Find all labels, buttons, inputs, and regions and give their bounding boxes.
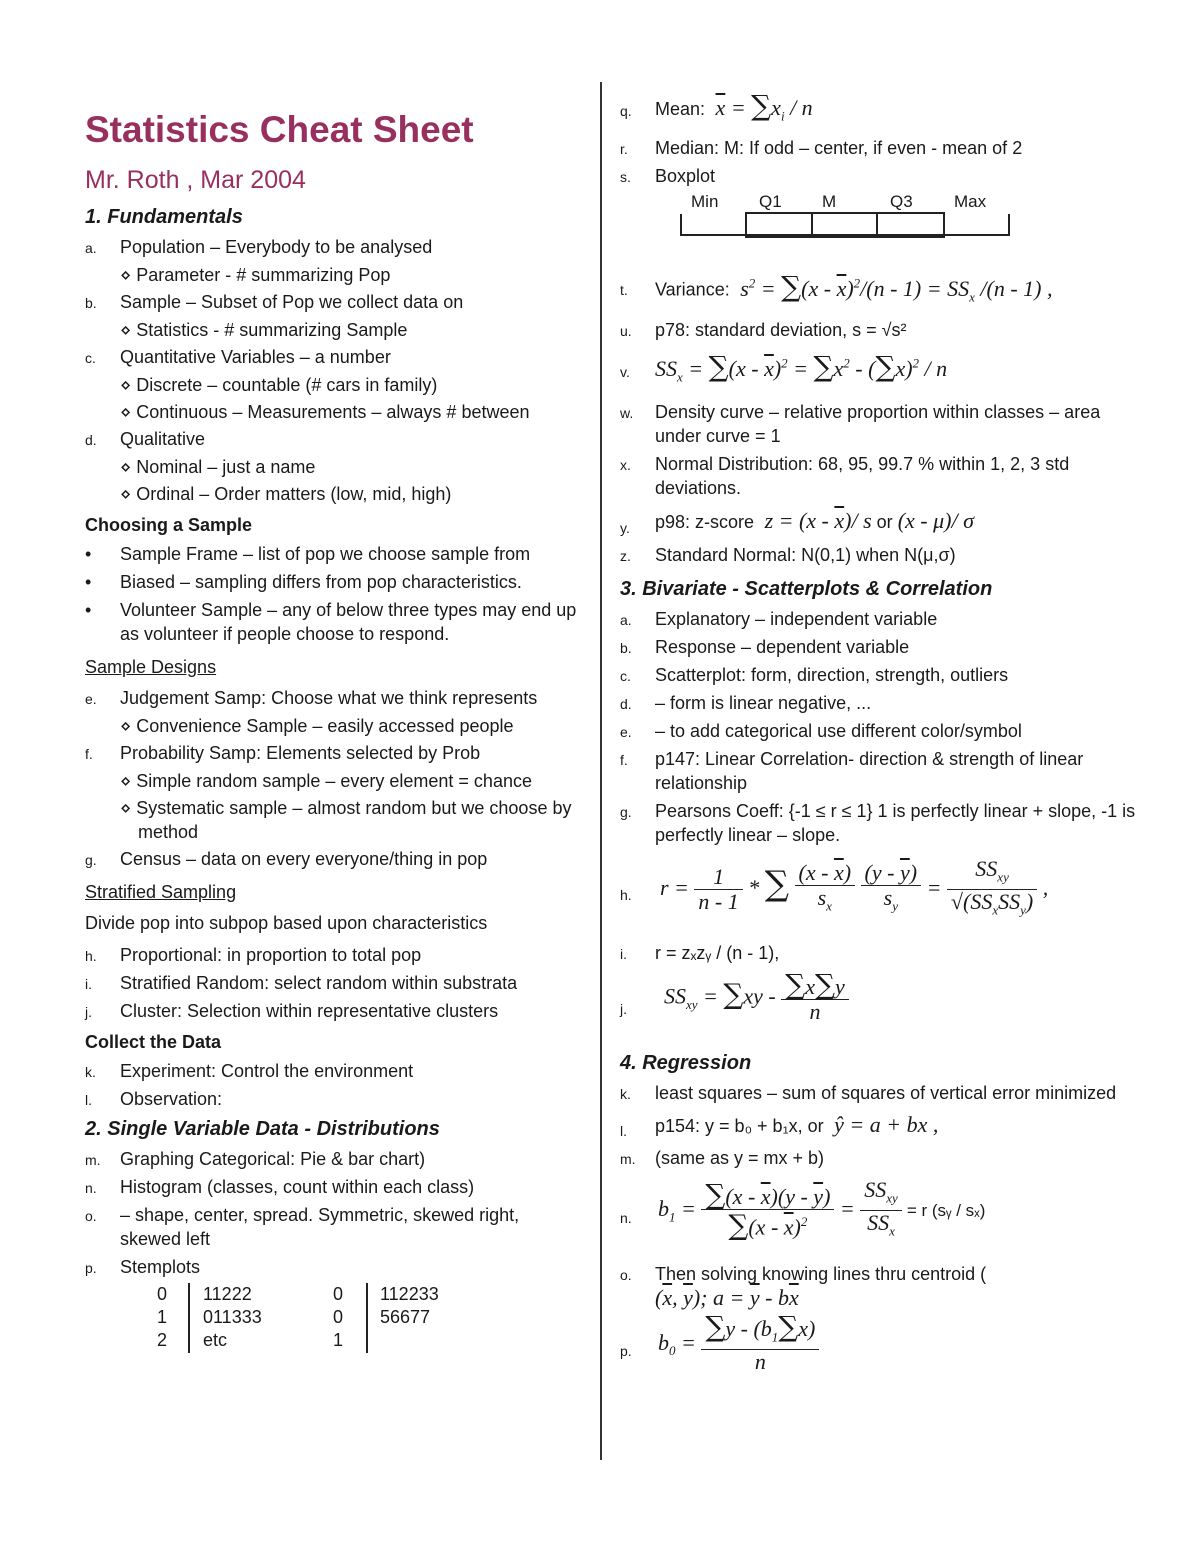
item-text: Proportional: in proportion to total pop (120, 945, 422, 965)
item-text: Graphing Categorical: Pie & bar chart) (120, 1149, 426, 1169)
item-l-regression-line: l. p154: y = b₀ + b₁x, or ŷ = a + bx , (620, 1111, 939, 1139)
item-label: p. (85, 1260, 97, 1276)
bivariate-item (620, 607, 1140, 631)
item-v-ssx: v. $SS_x = \sum(x - \overline{x})^2 = \sum x^2 - (\sum x)^2 / n$ (620, 350, 948, 385)
stem-2a: 0 (333, 1284, 344, 1304)
fundamentals-list (85, 235, 585, 506)
stem-2c: 1 (333, 1330, 344, 1350)
fundamentals-subitem: ⋄ Statistics - # summarizing Sample (120, 320, 408, 340)
section-heading-regression: 4. Regression (620, 1051, 752, 1074)
boxplot-label-min: Min (691, 192, 719, 212)
boxplot-diagram (620, 192, 1140, 236)
item-w-density: w. Density curve – relative proportion within classes – area under curve = 1 (620, 401, 1101, 446)
item-o-centroid: o. Then solving knowing lines thru centroid ( ($\overline{x}$, $\overline{y}$); $a = \overline{y} - b\overline{x}$ (620, 1263, 987, 1310)
single-variable-item (85, 1147, 585, 1171)
designs-subitem: ⋄ Systematic sample – almost random but we choose by method (120, 798, 572, 842)
item-n-slope: n. $b_1$ = $\frac{\sum(x - \overline{x})(y - \overline{y})}{\sum(x - \overline{x})^2}$ = $\frac{SS_{xy}}{SS_x}$ = r (sᵧ / sₓ) (620, 1174, 1140, 1258)
item-label: a. (85, 240, 97, 256)
leaf-1c: etc (203, 1330, 228, 1350)
item-label: f. (85, 746, 93, 762)
fundamentals-subitem: ⋄ Discrete – countable (# cars in family) (120, 375, 438, 395)
fundamentals-subitem: ⋄ Parameter - # summarizing Pop (120, 265, 391, 285)
item-label: d. (620, 695, 632, 712)
bivariate-item (620, 747, 1140, 795)
single-variable-list (85, 1147, 585, 1279)
item-t-variance: t. Variance: $s^2 = \sum(x - \overline{x})^2/(n - 1) = SS_x$ /(n - 1) , (620, 269, 1053, 305)
boxplot-q3-line (876, 212, 878, 236)
slope-formula: $b_1$ = $\frac{\sum(x - \overline{x})(y - \overline{y})}{\sum(x - \overline{x})^2}$ = $\frac{SS_{xy}}{SS_x}$ = r (sᵧ / sₓ) (658, 1176, 986, 1241)
item-label: k. (85, 1064, 96, 1080)
section-heading-collect: Collect the Data (85, 1032, 222, 1052)
yhat-formula: ŷ = a + bx , (828, 1111, 939, 1137)
ssx-formula: $SS_x = \sum(x - \overline{x})^2 = \sum x^2 - (\sum x)^2 / n$ (655, 350, 948, 385)
designs-item (85, 686, 585, 710)
item-label: o. (85, 1208, 97, 1224)
item-text: Scatterplot: form, direction, strength, outliers (655, 664, 1009, 685)
item-text: Observation: (120, 1089, 223, 1109)
fundamentals-subitem: ⋄ Nominal – just a name (120, 457, 316, 477)
stratified-item (85, 999, 585, 1023)
item-text: Judgement Samp: Choose what we think represents (120, 688, 538, 708)
designs-item (85, 741, 585, 765)
item-label: h. (85, 948, 97, 964)
item-label: b. (85, 295, 97, 311)
column-divider (600, 82, 602, 1460)
page-subtitle: Mr. Roth , Mar 2004 (85, 166, 306, 194)
fundamentals-item (85, 235, 585, 259)
item-text: Histogram (classes, count within each class) (120, 1177, 475, 1197)
variance-formula: $s^2 = \sum(x - \overline{x})^2/(n - 1) = SS_x$ /(n - 1) , (734, 269, 1053, 305)
collect-list (85, 1059, 585, 1111)
stratified-item (85, 943, 585, 967)
centroid-formula: ($\overline{x}$, $\overline{y}$); $a = \overline{y} - b\overline{x}$ (655, 1284, 799, 1310)
section-heading-bivariate: 3. Bivariate - Scatterplots & Correlation (620, 577, 993, 600)
stratified-list (85, 943, 585, 1023)
stem-2b: 0 (333, 1307, 344, 1327)
item-z-standard-normal: z. Standard Normal: N(0,1) when N(μ,σ) (620, 544, 956, 565)
stem-1a: 0 (157, 1284, 168, 1304)
single-variable-item (85, 1255, 585, 1279)
item-text: Probability Samp: Elements selected by Prob (120, 743, 481, 763)
section-heading-fundamentals: 1. Fundamentals (85, 206, 243, 228)
leaf-2b: 56677 (380, 1307, 431, 1327)
boxplot-label-m: M (822, 192, 837, 212)
item-label: • (85, 600, 92, 620)
item-label: j. (85, 1004, 92, 1020)
boxplot-label-q3: Q3 (890, 192, 913, 212)
choosing-item (85, 542, 585, 566)
item-text: – shape, center, spread. Symmetric, skewed right, skewed left (120, 1205, 520, 1249)
item-label: l. (85, 1092, 92, 1108)
item-i-r-z: i. r = zₓzᵧ / (n - 1), (620, 942, 780, 963)
item-s-boxplot: s. Boxplot (620, 166, 716, 187)
leaf-2a: 112233 (380, 1284, 439, 1304)
leaf-1a: 11222 (203, 1284, 252, 1304)
section-heading-single-variable: 2. Single Variable Data - Distributions (85, 1118, 440, 1140)
section-heading-choosing: Choosing a Sample (85, 515, 253, 535)
choosing-item (85, 570, 585, 594)
item-text: Sample – Subset of Pop we collect data on (120, 292, 464, 312)
boxplot-min-tick (680, 214, 682, 236)
item-text: p147: Linear Correlation- direction & strength of linear relationship (655, 748, 1084, 793)
item-text: Sample Frame – list of pop we choose sample from (120, 544, 531, 564)
item-label: c. (85, 350, 96, 366)
item-label: e. (85, 691, 97, 707)
left-column (85, 105, 585, 1361)
right-column (620, 88, 1140, 1389)
page-title: Statistics Cheat Sheet (85, 109, 474, 150)
item-label: m. (85, 1152, 101, 1168)
fundamentals-item (85, 290, 585, 314)
item-text: – form is linear negative, ... (655, 692, 872, 713)
boxplot-max-tick (1008, 214, 1010, 236)
item-u-std-dev: u. p78: standard deviation, s = √s² (620, 320, 907, 341)
item-text: Response – dependent variable (655, 636, 910, 657)
designs-subitem: ⋄ Convenience Sample – easily accessed people (120, 716, 514, 736)
item-p-intercept: p. $b_0$ = $\frac{\sum y - (b_1\sum x)}{n}$ (620, 1315, 1140, 1385)
boxplot-label-q1: Q1 (759, 192, 782, 212)
designs-list (85, 686, 585, 871)
item-label: n. (85, 1180, 97, 1196)
boxplot-label-max: Max (954, 192, 987, 212)
item-k-least-squares: k. least squares – sum of squares of vertical error minimized (620, 1082, 1117, 1103)
leaf-1b: 011333 (203, 1307, 262, 1327)
stem-line-2 (366, 1283, 368, 1353)
designs-item (85, 847, 585, 871)
item-text: Census – data on every everyone/thing in pop (120, 849, 488, 869)
bivariate-item (620, 663, 1140, 687)
zscore-mu-formula: (x - μ)/ σ (897, 507, 974, 533)
choosing-list (85, 542, 585, 646)
bivariate-item (620, 799, 1140, 847)
section-heading-stratified: Stratified Sampling (85, 882, 237, 902)
boxplot-median-line (811, 212, 813, 236)
bivariate-item (620, 635, 1140, 659)
item-label: • (85, 544, 92, 564)
item-label: f. (620, 751, 628, 768)
fundamentals-item (85, 427, 585, 451)
item-label: g. (85, 852, 97, 868)
ssxy-formula: $SS_{xy} = \sum xy$ - $\frac{\sum x\sum y}{n}$ (664, 973, 849, 1024)
item-label: i. (85, 976, 92, 992)
item-label: e. (620, 723, 632, 740)
item-q-mean: q. Mean: $\overline{x} = \sum x_i / n$ (620, 89, 813, 124)
item-text: Quantitative Variables – a number (120, 347, 391, 367)
stratified-intro: Divide pop into subpop based upon characteristics (85, 913, 488, 933)
zscore-formula: $z = (x - \overline{x})/$ s (759, 507, 872, 533)
mean-formula: $\overline{x} = \sum x_i / n$ (715, 89, 813, 124)
fundamentals-subitem: ⋄ Ordinal – Order matters (low, mid, high) (120, 484, 452, 504)
stem-1b: 1 (157, 1307, 168, 1327)
item-label: g. (620, 803, 632, 820)
fundamentals-subitem: ⋄ Continuous – Measurements – always # between (120, 402, 530, 422)
item-x-normal: x. Normal Distribution: 68, 95, 99.7 % within 1, 2, 3 std deviations. (620, 453, 1070, 498)
item-label: d. (85, 432, 97, 448)
item-text: – to add categorical use different color/symbol (655, 720, 1022, 741)
single-variable-item (85, 1175, 585, 1199)
item-text: Pearsons Coeff: {-1 ≤ r ≤ 1} 1 is perfectly linear + slope, -1 is perfectly linear – slope. (655, 800, 1136, 845)
bivariate-list (620, 607, 1140, 847)
item-label: b. (620, 639, 632, 656)
collect-item (85, 1059, 585, 1083)
item-text: Stemplots (120, 1257, 201, 1277)
single-variable-item (85, 1203, 585, 1251)
item-text: Volunteer Sample – any of below three types may end up as volunteer if people choose to respond. (120, 600, 577, 644)
fundamentals-item (85, 345, 585, 369)
item-h-correlation: h. r = $\frac{1}{n - 1}$ * ∑ $\frac{(x - \overline{x})}{s_x}$ $\frac{(y - \overline{y})}{s_y}$ = $\frac{SS_{xy}}{√(SS_xSS_y)}$ , (620, 851, 1140, 937)
item-m-slope-intercept: m. (same as y = mx + b) (620, 1147, 825, 1168)
designs-subitem: ⋄ Simple random sample – every element = chance (120, 771, 532, 791)
stratified-item (85, 971, 585, 995)
intercept-formula: $b_0$ = $\frac{\sum y - (b_1\sum x)}{n}$ (658, 1315, 819, 1374)
item-text: Experiment: Control the environment (120, 1061, 414, 1081)
bivariate-item (620, 691, 1140, 715)
item-text: Stratified Random: select random within substrata (120, 973, 518, 993)
item-j-ssxy: j. $SS_{xy} = \sum xy$ - $\frac{\sum x\sum y}{n}$ (620, 969, 1140, 1045)
item-text: Explanatory – independent variable (655, 608, 938, 629)
stem-line-1 (188, 1283, 190, 1353)
item-r-median: r. Median: M: If odd – center, if even - mean of 2 (620, 138, 1023, 159)
item-text: Cluster: Selection within representative clusters (120, 1001, 499, 1021)
item-label: c. (620, 667, 631, 684)
stem-1c: 2 (157, 1330, 168, 1350)
boxplot-box (745, 212, 945, 238)
item-label: • (85, 572, 92, 592)
collect-item (85, 1087, 585, 1111)
item-text: Qualitative (120, 429, 206, 449)
correlation-formula: r = $\frac{1}{n - 1}$ * ∑ $\frac{(x - \overline{x})}{s_x}$ $\frac{(y - \overline{y})}{s_y}$ = $\frac{SS_{xy}}{√(SS_xSS_y)}$ , (660, 855, 1049, 918)
stemplot (85, 1283, 585, 1361)
item-y-zscore: y. p98: z-score $z = (x - \overline{x})/$ s or (x - μ)/ σ (620, 507, 974, 536)
item-text: Population – Everybody to be analysed (120, 237, 433, 257)
item-label: a. (620, 611, 632, 628)
bivariate-item (620, 719, 1140, 743)
section-heading-designs: Sample Designs (85, 657, 217, 677)
choosing-item (85, 598, 585, 646)
item-text: Biased – sampling differs from pop characteristics. (120, 572, 522, 592)
